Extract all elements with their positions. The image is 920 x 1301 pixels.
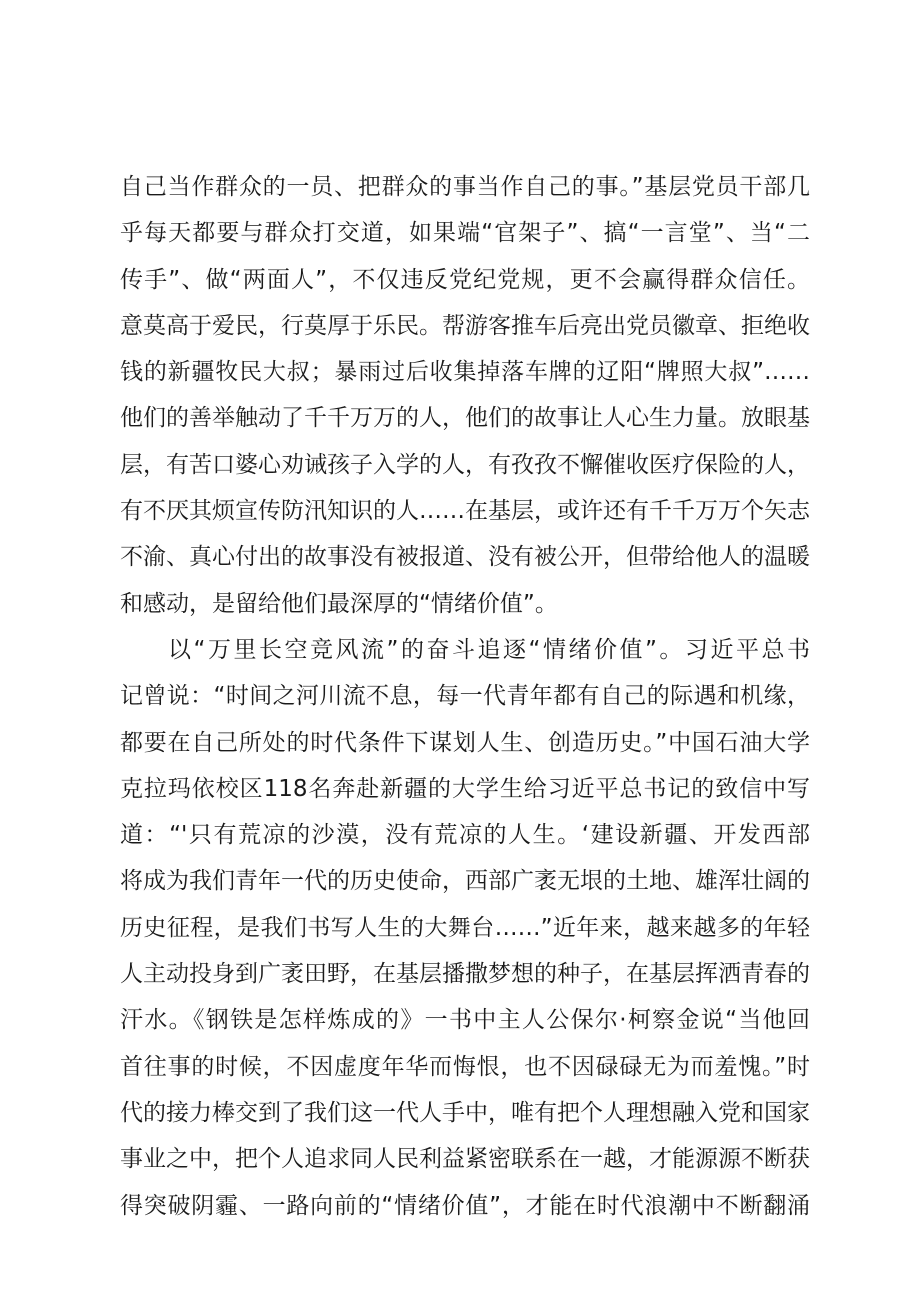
text-line: 乎每天都要与群众打交道，如果端“官架子”、搞“一言堂”、当“二 xyxy=(120,220,810,247)
text-line: 代的接力棒交到了我们这一代人手中，唯有把个人理想融入党和国家 xyxy=(120,1099,810,1126)
text-line: 首往事的时候，不因虚度年华而悔恨，也不因碌碌无为而羞愧。”时 xyxy=(120,1053,810,1080)
text-line: 汗水。《钢铁是怎样炼成的》一书中主人公保尔·柯察金说“当他回 xyxy=(120,1007,810,1034)
text-line: 得突破阴霾、一路向前的“情绪价值”，才能在时代浪潮中不断翻涌 xyxy=(120,1192,810,1219)
text-line: 钱的新疆牧民大叔；暴雨过后收集掉落车牌的辽阳“牌照大叔”…… xyxy=(120,359,810,386)
text-line: 层，有苦口婆心劝诫孩子入学的人，有孜孜不懈催收医疗保险的人， xyxy=(120,451,810,478)
text-line: 传手”、做“两面人”，不仅违反党纪党规，更不会赢得群众信任。 xyxy=(120,266,810,293)
article-body xyxy=(120,164,810,1229)
text-line: 将成为我们青年一代的历史使命，西部广袤无垠的土地、雄浑壮阔的 xyxy=(120,868,810,895)
text-line: 他们的善举触动了千千万万的人，他们的故事让人心生力量。放眼基 xyxy=(120,405,810,432)
text-line: 人主动投身到广袤田野，在基层播撒梦想的种子，在基层挥洒青春的 xyxy=(120,961,810,988)
text-line: 有不厌其烦宣传防汛知识的人……在基层，或许还有千千万万个矢志 xyxy=(120,498,810,525)
text-line: 以“万里长空竞风流”的奋斗追逐“情绪价值”。习近平总书 xyxy=(168,636,810,663)
text-line: 克拉玛依校区118名奔赴新疆的大学生给习近平总书记的致信中写 xyxy=(120,775,810,802)
text-line: 和感动，是留给他们最深厚的“情绪价值”。 xyxy=(120,590,558,617)
text-line: 事业之中，把个人追求同人民利益紧密联系在一越，才能源源不断获 xyxy=(120,1146,810,1173)
text-line: 历史征程，是我们书写人生的大舞台……”近年来，越来越多的年轻 xyxy=(120,914,810,941)
text-line: 记曾说：“时间之河川流不息，每一代青年都有自己的际遇和机缘， xyxy=(120,683,810,710)
text-line: 都要在自己所处的时代条件下谋划人生、创造历史。”中国石油大学 xyxy=(120,729,810,756)
text-line: 道：“'只有荒凉的沙漠，没有荒凉的人生。‘建设新疆、开发西部 xyxy=(120,822,810,849)
text-line: 意莫高于爱民，行莫厚于乐民。帮游客推车后亮出党员徽章、拒绝收 xyxy=(120,312,810,339)
text-line: 不渝、真心付出的故事没有被报道、没有被公开，但带给他人的温暖 xyxy=(120,544,810,571)
text-line: 自己当作群众的一员、把群众的事当作自己的事。”基层党员干部几 xyxy=(120,174,810,200)
